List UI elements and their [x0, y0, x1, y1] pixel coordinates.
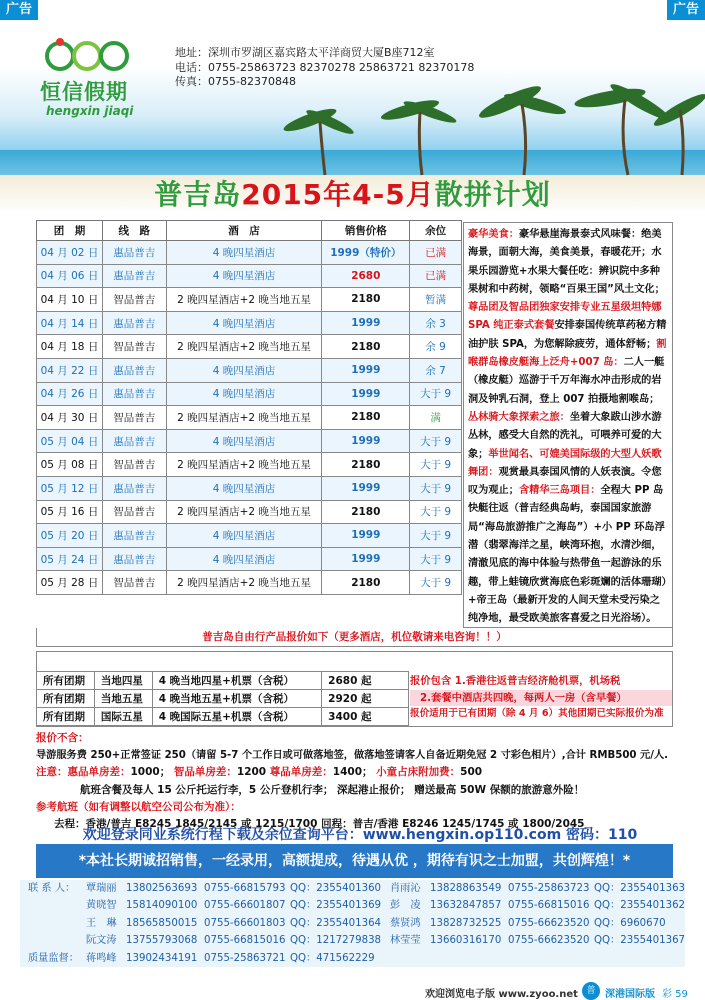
- contact-name: 覃瑞丽: [86, 883, 117, 894]
- schedule-cell-route: 惠品普吉: [102, 476, 166, 500]
- schedule-cell-date: 04 月 14 日: [37, 311, 103, 335]
- single-room-label-3: 尊品单房差：: [269, 766, 333, 779]
- free-cell-price: 2920 起: [322, 690, 409, 708]
- contact-mobile: 13828863549: [430, 883, 502, 894]
- free-cell-group: 所有团期: [37, 672, 95, 690]
- schedule-cell-hotel: 4 晚四星酒店: [166, 476, 322, 500]
- schedule-row: [37, 382, 462, 406]
- schedule-row: [37, 547, 462, 571]
- footer-logo-icon: 普: [582, 982, 600, 1000]
- package-line-2: 2.套餐中酒店共四晚，每两人一房（含早餐）: [410, 690, 672, 707]
- highlight-text: 全程大 PP 岛快艇往返（普吉经典岛屿，泰国国家旅游局“海岛旅游推广之海岛”）+小 PP 环岛浮潜（翡翠海洋之星，峡湾环抱，水清沙细，清澈见底的海中体验与热带鱼一起游泳的乐趣，带上蛙镜欣赏海底色彩斑斓的活体珊瑚）+帝王岛（最新开发的人间天堂未受污染之纯净地，最受欧美旅客喜爱之日光浴场）。: [468, 485, 667, 625]
- schedule-cell-hotel: 2 晚四星酒店+2 晚当地五星: [166, 288, 322, 312]
- package-line-3: 报价适用于已有团期（除 4 月 6）其他团期已实际报价为准: [410, 708, 664, 719]
- contact-tel: 0755-66623520: [508, 935, 590, 947]
- contact-mobile: 18565850015: [126, 917, 198, 929]
- company-fax: 传真：0755-82370848: [175, 75, 296, 88]
- schedule-cell-date: 05 月 12 日: [37, 476, 103, 500]
- highlight-title: 尊品团及智品团独家安排专业五星级坦特娜SPA 纯正泰式套餐: [468, 302, 662, 332]
- flight-info: 去程：香港/普吉 E8245 1845/2145 或 1215/1700 回程：普吉/香港 E8246 1245/1745 或 1800/2045: [54, 818, 585, 831]
- schedule-cell-hotel: 2 晚四星酒店+2 晚当地五星: [166, 500, 322, 524]
- schedule-row: [37, 264, 462, 288]
- schedule-cell-hotel: 4 晚四星酒店: [166, 358, 322, 382]
- single-room-value-1: 1000；: [130, 766, 171, 779]
- schedule-cell-price: 2180: [322, 500, 410, 524]
- contacts-section: [20, 880, 685, 967]
- schedule-cell-seats: 已满: [410, 241, 462, 265]
- highlight-title: 丛林骑大象探索之旅：: [468, 411, 570, 423]
- package-includes: [410, 673, 672, 723]
- page-footer: [0, 982, 705, 1000]
- schedule-cell-route: 惠品普吉: [102, 382, 166, 406]
- schedule-row: [37, 524, 462, 548]
- schedule-cell-price: 1999: [322, 476, 410, 500]
- free-cell-price: 3400 起: [322, 708, 409, 726]
- schedule-cell-price: 2680: [322, 264, 410, 288]
- contact-name: 阮文涛: [86, 935, 117, 947]
- free-travel-row: [37, 708, 409, 726]
- schedule-row: [37, 406, 462, 430]
- schedule-cell-price: 2180: [322, 288, 410, 312]
- contact-name: 林莹莹: [390, 935, 421, 947]
- contact-qq: QQ：2355401362: [594, 900, 686, 912]
- schedule-cell-date: 05 月 16 日: [37, 500, 103, 524]
- schedule-cell-route: 智品普吉: [102, 571, 166, 595]
- contact-qq: QQ：2355401369: [290, 900, 382, 912]
- free-cell-type: 国际五星: [94, 708, 152, 726]
- schedule-row: [37, 358, 462, 382]
- contact-tel: 0755-66815016: [508, 900, 590, 912]
- contact-mobile: 13755793068: [126, 935, 198, 947]
- schedule-cell-route: 惠品普吉: [102, 311, 166, 335]
- header-route: 线 路: [102, 221, 166, 241]
- schedule-cell-seats: 余 7: [410, 358, 462, 382]
- schedule-cell-hotel: 4 晚四星酒店: [166, 429, 322, 453]
- schedule-cell-date: 05 月 04 日: [37, 429, 103, 453]
- footer-magazine: 深港国际版: [605, 989, 655, 1000]
- highlight-text: 豪华悬崖海景泰式风味餐：绝美海景，面朝大海，美食美景，春暖花开；水果乐园游览+水果大餐任吃：辨识院中多种果树和中药树，领略“百果王国”风土文化；: [468, 229, 665, 295]
- schedule-cell-date: 05 月 20 日: [37, 524, 103, 548]
- schedule-cell-route: 惠品普吉: [102, 241, 166, 265]
- contact-name: 王 琳: [86, 917, 117, 929]
- exclusions-line-2: [36, 764, 673, 781]
- title-part3: 散拼计划: [434, 178, 551, 211]
- schedule-cell-route: 智品普吉: [102, 500, 166, 524]
- schedule-cell-date: 04 月 18 日: [37, 335, 103, 359]
- schedule-cell-route: 惠品普吉: [102, 264, 166, 288]
- schedule-row: [37, 335, 462, 359]
- single-room-value-3: 1400；: [332, 766, 373, 779]
- contact-qq: QQ：1217279838: [290, 935, 382, 947]
- schedule-cell-route: 智品普吉: [102, 288, 166, 312]
- package-line-1: 报价包含 1.香港往返普吉经济舱机票，机场税: [410, 675, 621, 687]
- free-travel-note: 普吉岛自由行产品报价如下（更多酒店，机位敬请来电咨询！！）: [36, 628, 673, 647]
- ad-label-right: 广告: [667, 0, 705, 20]
- schedule-cell-price: 1999（特价）: [322, 241, 410, 265]
- schedule-cell-hotel: 2 晚四星酒店+2 晚当地五星: [166, 571, 322, 595]
- schedule-cell-price: 1999: [322, 358, 410, 382]
- contacts-label: 联 系 人：: [28, 883, 76, 894]
- schedule-cell-hotel: 4 晚四星酒店: [166, 311, 322, 335]
- schedule-cell-seats: 已满: [410, 264, 462, 288]
- logo-name-cn: 恒信假期: [40, 80, 128, 104]
- page-title: [0, 173, 705, 213]
- schedule-cell-hotel: 4 晚四星酒店: [166, 264, 322, 288]
- company-address: 地址：深圳市罗湖区嘉宾路太平洋商贸大厦B座712室: [175, 46, 435, 59]
- free-cell-type: 当地四星: [94, 672, 152, 690]
- website-line: 欢迎登录同业系统行程下载及余位查询平台：www.hengxin.op110.com 密码：110: [82, 827, 638, 843]
- contact-tel: 0755-66815016: [204, 935, 286, 947]
- contact-tel: 0755-25863723: [508, 883, 590, 894]
- contact-mobile: 13802563693: [126, 883, 198, 894]
- free-travel-table: [36, 671, 409, 726]
- flight-title: 参考航班（如有调整以航空公司公布为准）：: [36, 800, 241, 813]
- schedule-cell-seats: 暂满: [410, 288, 462, 312]
- schedule-cell-date: 04 月 30 日: [37, 406, 103, 430]
- single-room-label-1: 注意：惠品单房差：: [36, 766, 131, 779]
- schedule-row: [37, 288, 462, 312]
- schedule-row: [37, 500, 462, 524]
- footer-page-number: 彩 59: [662, 989, 688, 1000]
- schedule-cell-route: 惠品普吉: [102, 429, 166, 453]
- highlight-title: 割喉群岛橡皮艇海上泛舟+007 岛：: [468, 338, 667, 369]
- supervisor-row: [20, 950, 685, 967]
- free-cell-desc: 4 晚当地四星+机票（含税）: [152, 672, 321, 690]
- schedule-row: [37, 241, 462, 265]
- schedule-cell-date: 04 月 06 日: [37, 264, 103, 288]
- schedule-row: [37, 571, 462, 595]
- contact-name: 蔡贤鸿: [390, 917, 421, 929]
- schedule-cell-price: 1999: [322, 524, 410, 548]
- highlight-text: 二人一艇（橡皮艇）巡游于千万年海水冲击形成的岩洞及钟乳石洞，登上 007 拍摄地割喉岛；: [468, 357, 665, 405]
- schedule-cell-hotel: 4 晚四星酒店: [166, 241, 322, 265]
- schedule-cell-date: 04 月 22 日: [37, 358, 103, 382]
- supervisor-tel: 0755-25863721: [204, 952, 286, 964]
- free-cell-group: 所有团期: [37, 690, 95, 708]
- highlight-item: [468, 302, 667, 350]
- free-cell-price: 2680 起: [322, 672, 409, 690]
- highlight-text: 安排泰国传统草药秘方精油护肤 SPA，为您解除疲劳，通体舒畅；: [468, 320, 667, 350]
- contact-name: 肖雨沁: [390, 883, 421, 894]
- schedule-cell-hotel: 2 晚四星酒店+2 晚当地五星: [166, 453, 322, 477]
- logo-mark-icon: [42, 36, 132, 76]
- schedule-row: [37, 311, 462, 335]
- ad-label-left: 广告: [0, 0, 38, 20]
- highlight-title: 含精华三岛项目：: [518, 485, 601, 497]
- contact-row: [20, 915, 685, 932]
- contact-row: [20, 880, 685, 897]
- schedule-cell-price: 2180: [322, 453, 410, 477]
- schedule-cell-seats: 大于 9: [410, 571, 462, 595]
- exclusions-line-3: 航班含餐及每人 15 公斤托运行李，5 公斤登机行李； 深起港止报价； 赠送最高 50W 保额的旅游意外险！: [80, 783, 585, 796]
- schedule-cell-seats: 大于 9: [410, 453, 462, 477]
- schedule-cell-hotel: 2 晚四星酒店+2 晚当地五星: [166, 335, 322, 359]
- supervisor-mobile: 13902434191: [126, 952, 198, 964]
- company-contact: [175, 46, 474, 90]
- schedule-cell-seats: 余 9: [410, 335, 462, 359]
- header-seats: 余位: [410, 221, 462, 241]
- schedule-cell-seats: 大于 9: [410, 524, 462, 548]
- schedule-cell-seats: 大于 9: [410, 547, 462, 571]
- company-phone: 电话：0755-25863723 82370278 25863721 82370178: [175, 60, 475, 74]
- contact-mobile: 13828732525: [430, 917, 502, 929]
- schedule-header-row: [37, 221, 462, 241]
- schedule-cell-date: 05 月 08 日: [37, 453, 103, 477]
- schedule-cell-seats: 余 3: [410, 311, 462, 335]
- schedule-cell-route: 智品普吉: [102, 406, 166, 430]
- single-room-value-2: 1200: [236, 766, 267, 779]
- schedule-cell-date: 05 月 28 日: [37, 571, 103, 595]
- schedule-cell-price: 2180: [322, 571, 410, 595]
- child-bed-label: 小童占床附加费：: [376, 766, 461, 779]
- supervisor-qq: QQ：471562229: [290, 952, 375, 964]
- schedule-cell-route: 惠品普吉: [102, 524, 166, 548]
- contact-name: 黄晓智: [86, 900, 117, 912]
- schedule-row: [37, 429, 462, 453]
- title-part1: 普吉岛: [154, 178, 242, 211]
- title-part2: 2015年4-5月: [241, 178, 435, 211]
- schedule-cell-price: 1999: [322, 311, 410, 335]
- contact-tel: 0755-66815793: [204, 883, 286, 894]
- schedule-cell-price: 1999: [322, 547, 410, 571]
- schedule-cell-hotel: 4 晚四星酒店: [166, 524, 322, 548]
- schedule-table: [36, 220, 462, 595]
- exclusions-title: 报价不含：: [36, 732, 89, 744]
- schedule-cell-seats: 大于 9: [410, 429, 462, 453]
- schedule-cell-route: 惠品普吉: [102, 358, 166, 382]
- single-room-label-2: 智品单房差：: [173, 766, 237, 779]
- schedule-cell-route: 智品普吉: [102, 453, 166, 477]
- contact-row: [20, 932, 685, 949]
- header-date: 团 期: [37, 221, 103, 241]
- schedule-row: [37, 476, 462, 500]
- contact-mobile: 13660316170: [430, 935, 502, 947]
- recruitment-banner: *本社长期诚招销售，一经录用，高额提成，待遇从优 ，期待有识之士加盟，共创辉煌！*: [36, 844, 673, 878]
- contact-tel: 0755-66601803: [204, 917, 286, 929]
- schedule-cell-route: 智品普吉: [102, 335, 166, 359]
- header-price: 销售价格: [322, 221, 410, 241]
- exclusions-section: [36, 730, 673, 833]
- contact-row: [20, 897, 685, 914]
- palm-trees-image: [280, 80, 705, 180]
- schedule-cell-date: 04 月 10 日: [37, 288, 103, 312]
- schedule-cell-price: 2180: [322, 335, 410, 359]
- free-cell-group: 所有团期: [37, 708, 95, 726]
- schedule-cell-route: 惠品普吉: [102, 547, 166, 571]
- schedule-cell-seats: 大于 9: [410, 382, 462, 406]
- logo-name-en: hengxin jiaqi: [46, 104, 134, 118]
- supervisor-name: 蒋鸣峰: [86, 952, 117, 964]
- exclusions-line-1: 导游服务费 250+正常签证 250（请留 5-7 个工作日或可做落地签，做落地签请客人自备近期免冠 2 寸彩色相片）,合计 RMB500 元/人.: [36, 750, 669, 762]
- highlight-text: 观赏最具泰国风情的人妖表演。令您叹为观止；: [468, 466, 662, 497]
- schedule-cell-date: 05 月 24 日: [37, 547, 103, 571]
- contact-qq: QQ：2355401360: [290, 883, 382, 894]
- contact-mobile: 13632847857: [430, 900, 502, 912]
- contact-qq: QQ：2355401367: [594, 935, 686, 947]
- contact-qq: QQ：2355401364: [290, 917, 382, 929]
- header-hotel: 酒 店: [166, 221, 322, 241]
- contact-tel: 0755-66623520: [508, 917, 590, 929]
- highlight-text: 坐着大象跋山涉水游丛林，感受大自然的洗礼，可喂养可爱的大象；: [468, 411, 662, 460]
- schedule-cell-seats: 大于 9: [410, 476, 462, 500]
- schedule-cell-seats: 大于 9: [410, 500, 462, 524]
- tour-highlights: [463, 222, 673, 628]
- footer-text: 欢迎浏览电子版 www.zyoo.net: [425, 989, 578, 1000]
- schedule-cell-date: 04 月 26 日: [37, 382, 103, 406]
- child-bed-value: 500: [460, 766, 483, 779]
- highlight-item: [468, 485, 667, 624]
- contact-name: 彭 凌: [390, 900, 421, 912]
- schedule-cell-hotel: 2 晚四星酒店+2 晚当地五星: [166, 406, 322, 430]
- schedule-cell-price: 1999: [322, 429, 410, 453]
- contact-tel: 0755-66601807: [204, 900, 286, 912]
- free-cell-type: 当地五星: [94, 690, 152, 708]
- free-cell-desc: 4 晚国际五星+机票（含税）: [152, 708, 321, 726]
- free-travel-row: [37, 690, 409, 708]
- contact-qq: QQ：2355401363: [594, 883, 686, 894]
- contact-mobile: 15814090100: [126, 900, 198, 912]
- free-cell-desc: 4 晚当地五星+机票（含税）: [152, 690, 321, 708]
- highlight-item: [468, 229, 665, 295]
- supervisor-label: 质量监督：: [28, 952, 79, 964]
- schedule-cell-price: 1999: [322, 382, 410, 406]
- contact-qq: QQ：6960670: [594, 917, 666, 929]
- highlight-title: 举世闻名、可媲美国际级的大型人妖歌舞团：: [468, 448, 662, 478]
- schedule-cell-price: 2180: [322, 406, 410, 430]
- company-logo: [28, 36, 148, 124]
- highlight-title: 豪华美食：: [468, 229, 519, 240]
- schedule-cell-seats: 满: [410, 406, 462, 430]
- schedule-row: [37, 453, 462, 477]
- schedule-cell-hotel: 4 晚四星酒店: [166, 547, 322, 571]
- free-travel-row: [37, 672, 409, 690]
- schedule-cell-date: 04 月 02 日: [37, 241, 103, 265]
- schedule-cell-hotel: 4 晚四星酒店: [166, 382, 322, 406]
